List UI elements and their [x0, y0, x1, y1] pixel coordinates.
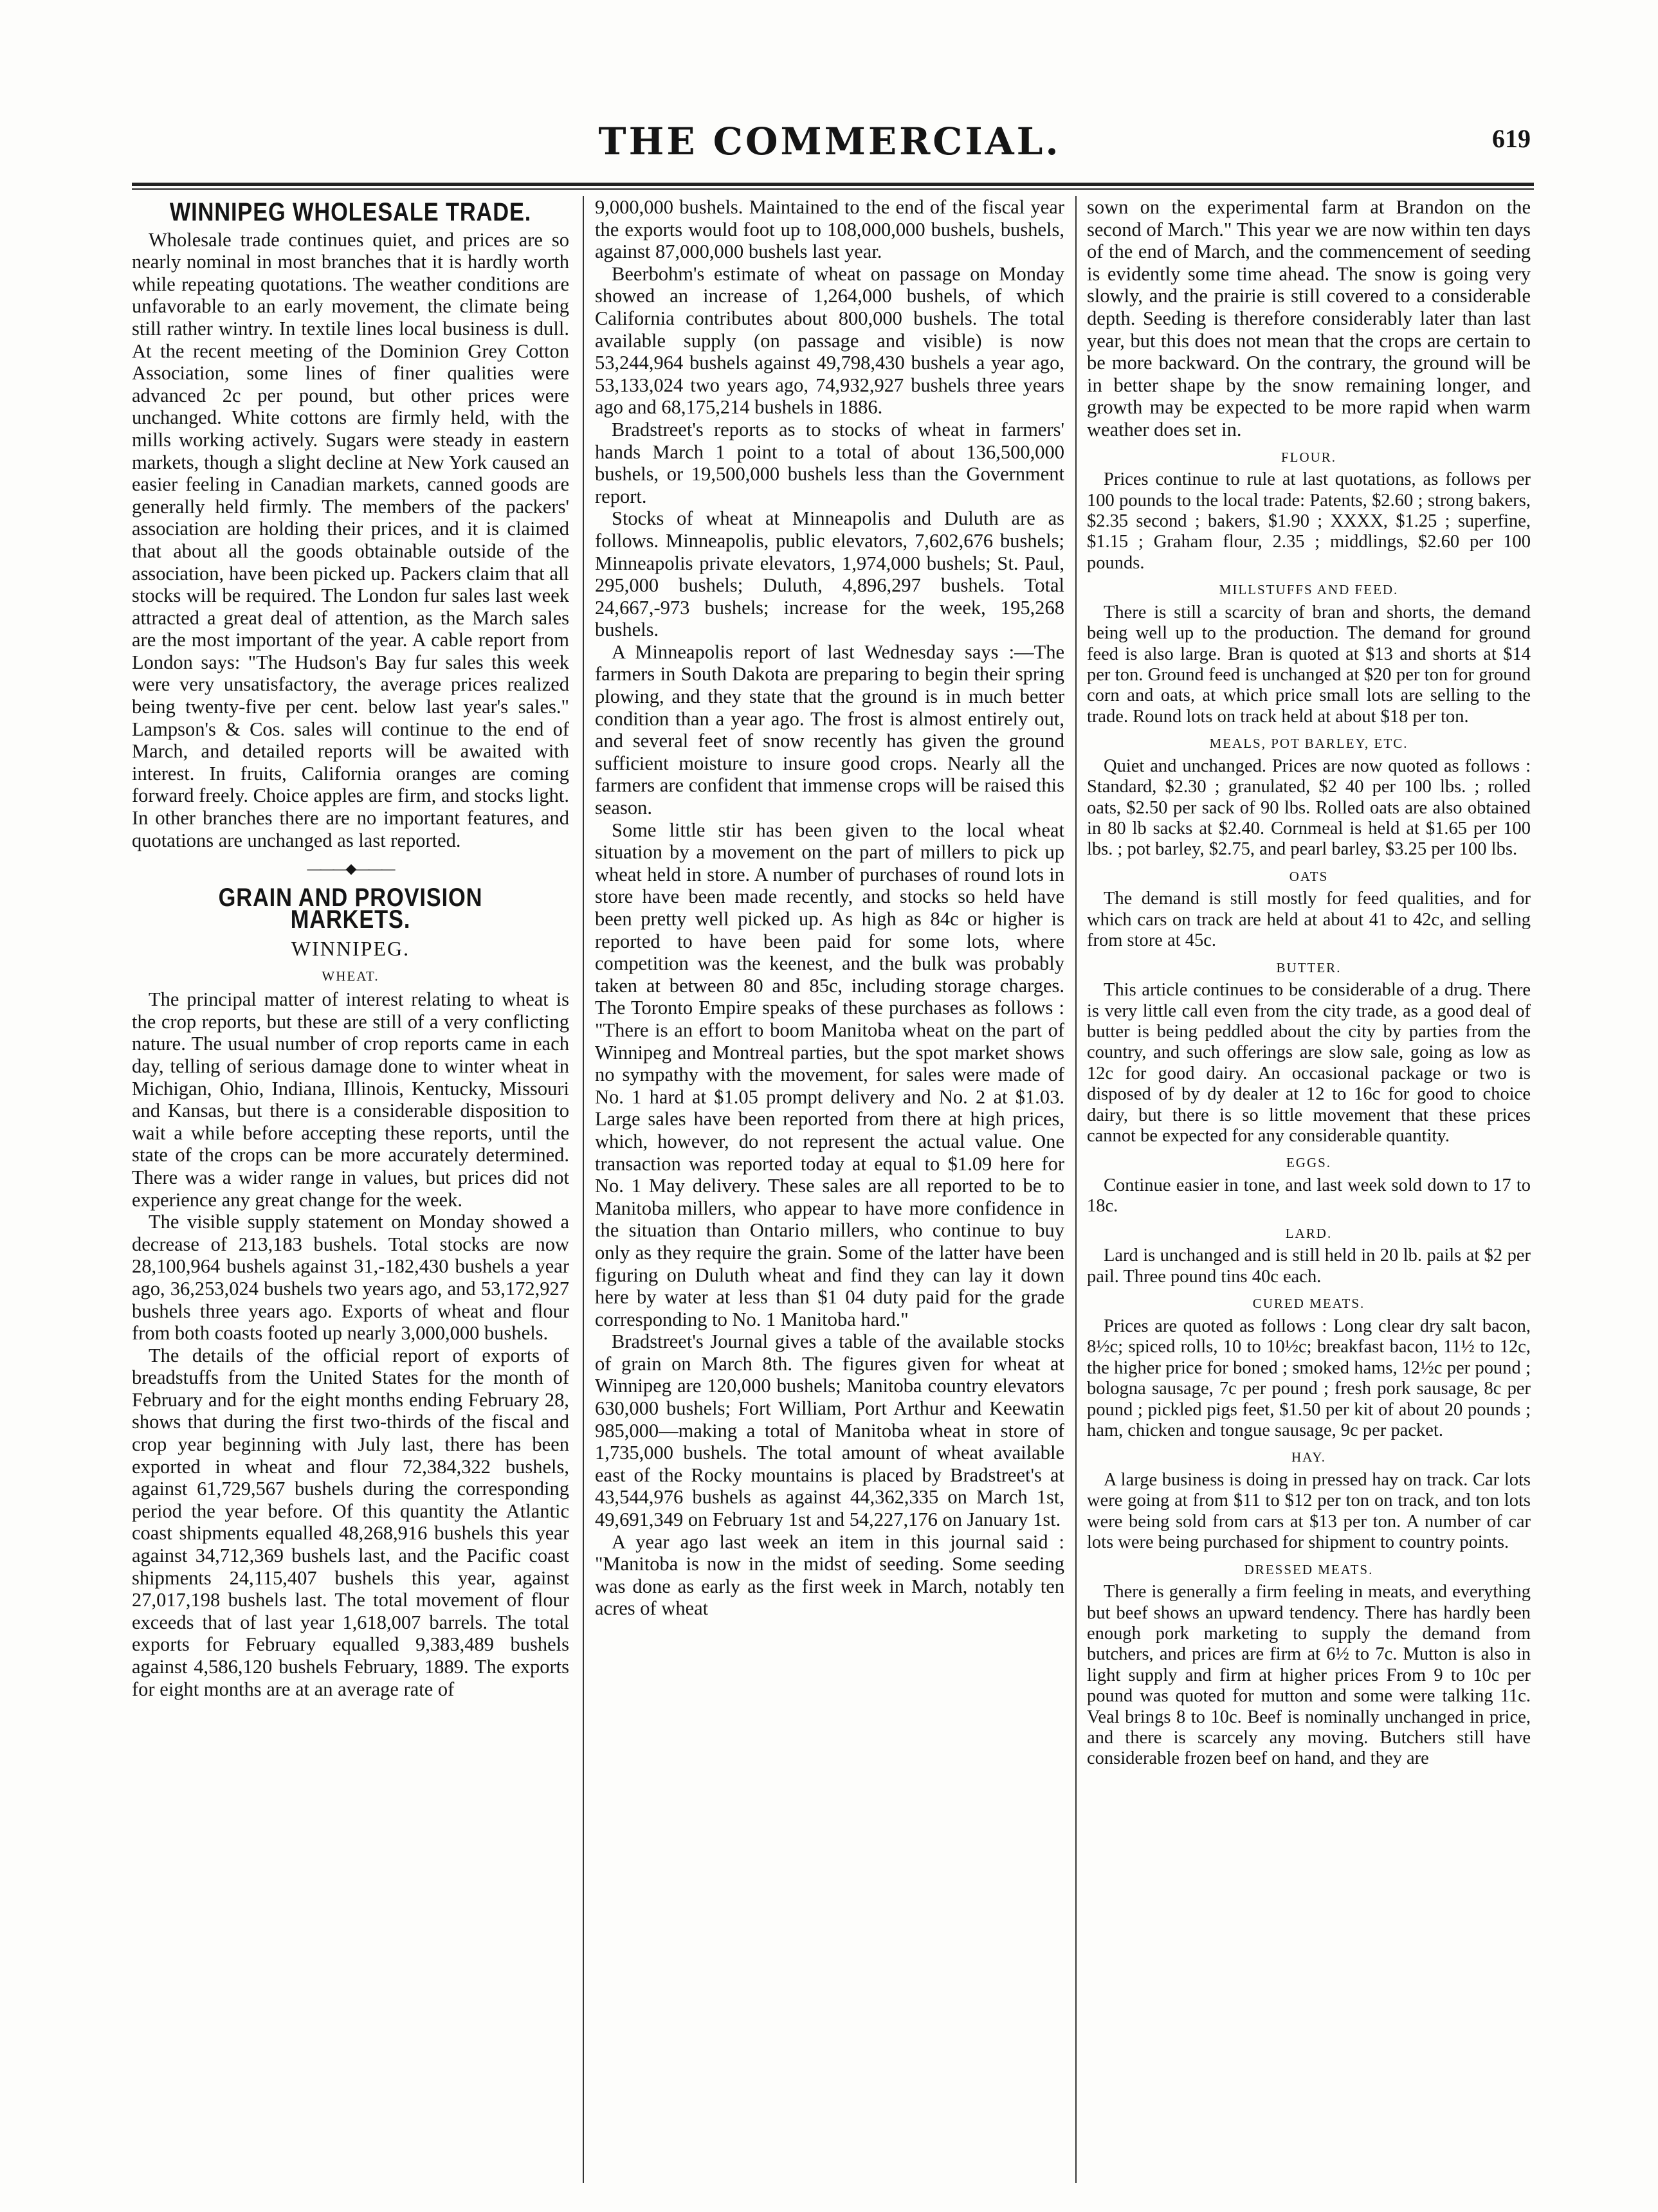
subhead-millstuffs: MILLSTUFFS AND FEED. — [1219, 582, 1399, 598]
article-paragraph: Bradstreet's reports as to stocks of wheat in farmers' hands March 1 point to a total of about 136,500,000 bushels, or 19,500,000 bushels less than the Government report. — [595, 418, 1064, 507]
column-3 — [1087, 196, 1531, 2180]
article-paragraph: The details of the official report of exports of breadstuffs from the United States for the month of February and for the eight months ending February 28, shows that during the first two-thirds of the fiscal and crop year beginning with July last, there has been exported in wheat and flour 72,384,322 bushels, against 61,729,567 bushels during the corresponding period the year before. Of this quantity the Atlantic coast shipments equalled 48,268,916 bushels this year against 34,712,369 bushels last, and the Pacific coast shipments 24,115,407 bushels this year, against 27,017,198 bushels last. The total movement of flour exceeds that of last year 1,618,007 barrels. The total exports for February equalled 9,383,489 bushels against 4,586,120 bushels February, 1889. The exports for eight months are at an average rate of — [132, 1344, 569, 1700]
subhead-flour: FLOUR. — [1280, 449, 1337, 465]
subhead-oats: OATS — [1289, 868, 1329, 884]
subhead-lard: LARD. — [1285, 1225, 1333, 1241]
subhead-dressed-meats: DRESSED MEATS. — [1244, 1561, 1374, 1577]
subhead-wheat: WHEAT. — [322, 968, 379, 984]
masthead — [129, 120, 1531, 171]
market-paragraph: Lard is unchanged and is still held in 20 lb. pails at $2 per pail. Three pound tins 40c each. — [1087, 1246, 1531, 1287]
article-paragraph: A Minneapolis report of last Wednesday says :—The farmers in South Dakota are preparing to begin their spring plowing, and they state that the ground is in much better condition than a year ago. The frost is almost entirely out, and several feet of snow recently has given the ground sufficient moisture to insure good crops. Nearly all the farmers are confident that immense crops will be raised this season. — [595, 640, 1064, 819]
page-number: 619 — [1492, 124, 1531, 153]
section-separator: ———◆——— — [307, 860, 394, 877]
article-paragraph: The visible supply statement on Monday showed a decrease of 213,183 bushels. Total stocks are now 28,100,964 bushels against 31,-182,430 bushels a year ago, 36,253,024 bushels two years ago, and 53,172,927 bushels three years ago. Exports of wheat and flour from both coasts footed up nearly 3,000,000 bushels. — [132, 1211, 569, 1345]
article-paragraph: Some little stir has been given to the local wheat situation by a movement on the part of millers to pick up wheat held in store. A number of purchases of round lots in store have been made recently, and stocks so held have been pretty well picked up. As high as 84c or higher is reported to have been paid for some lots, where competition was the keenest, and the bulk was probably taken at between 80 and 85c, including storage charges. The Toronto Empire speaks of these purchases as follows : "There is an effort to boom Manitoba wheat on the part of Winnipeg and Montreal parties, but the spot market shows no sympathy with the movement, for sales were made of No. 1 hard at $1.05 prompt delivery and No. 2 at $1.03. Large sales have been reported from there at high prices, which, however, do not represent the actual value. One transaction was reported today at equal to $1.09 here for No. 1 May delivery. These sales are all reported to be to Manitoba millers, who appear to have more confidence in the situation than Ontario millers, who continue to buy only as they require the grain. Some of the latter have been figuring on Duluth wheat and find they can lay it down here by water at less than $1 04 duty paid for the grade corresponding to No. 1 Manitoba hard." — [595, 819, 1064, 1330]
article-paragraph: Bradstreet's Journal gives a table of the available stocks of grain on March 8th. The figures given for wheat at Winnipeg are 120,000 bushels; Manitoba country elevators 630,000 bushels; Fort William, Port Arthur and Keewatin 985,000—making a total of Manitoba wheat in store of 1,735,000 bushels. The total amount of wheat available east of the Rocky mountains is placed by Bradstreet's at 43,544,976 bushels as against 44,362,335 on March 1st, 49,691,349 on February 1st and 54,227,176 on January 1st. — [595, 1330, 1064, 1531]
market-paragraph: The demand is still mostly for feed qualities, and for which cars on track are held at about 41 to 42c, and selling from store at 45c. — [1087, 889, 1531, 951]
market-paragraph: Continue easier in tone, and last week sold down to 17 to 18c. — [1087, 1175, 1531, 1217]
article-paragraph: Stocks of wheat at Minneapolis and Duluth are as follows. Minneapolis, public elevators, 7,602,676 bushels; Minneapolis private elevators, 1,974,000 bushels; St. Paul, 295,000 bushels; Duluth, 4,896,297 bushels. Total 24,667,-973 bushels; increase for the week, 195,268 bushels. — [595, 507, 1064, 641]
market-paragraph: Prices continue to rule at last quotations, as follows per 100 pounds to the local trade: Patents, $2.60 ; strong bakers, $2.35 second ; bakers, $1.90 ; XXXX, $1.25 ; superfine, $1.15 ; Graham flour, 2.35 ; middlings, $2.60 per 100 pounds. — [1087, 469, 1531, 573]
article-paragraph: A year ago last week an item in this journal said : "Manitoba is now in the midst of seeding. Some seeding was done as early as the first week in March, notably ten acres of wheat — [595, 1530, 1064, 1620]
market-paragraph: Quiet and unchanged. Prices are now quoted as follows : Standard, $2.30 ; granulated, $2 40 per 100 lbs. ; rolled oats, $2.50 per sack of 90 lbs. Rolled oats are also obtained in 80 lb sacks at $2.40. Cornmeal is held at $1.65 per 100 lbs. ; pot barley, $2.75, and pearl barley, $3.25 per 100 lbs. — [1087, 756, 1531, 860]
article-paragraph: The principal matter of interest relating to wheat is the crop reports, but these are still of a very conflicting nature. The usual number of crop reports came in each day, telling of serious damage done to winter wheat in Michigan, Ohio, Indiana, Illinois, Kentucky, Missouri and Kansas, but there is a considerable disposition to wait a while before accepting these reports, until the state of the crops can be more accurately determined. There was a wider range in values, but prices did not experience any great change for the week. — [132, 988, 569, 1211]
market-paragraph: Prices are quoted as follows : Long clear dry salt bacon, 8½c; spiced rolls, 10 to 10½c; breakfast bacon, 11½ to 12c, the higher price for boned ; smoked hams, 12½c per pound ; bologna sausage, 7c per pound ; fresh pork sausage, 8c per pound ; pickled pigs feet, $1.50 per kit of about 20 pounds ; ham, chicken and tongue sausage, 9c per packet. — [1087, 1316, 1531, 1440]
headline-wholesale-trade: WINNIPEG WHOLESALE TRADE. — [169, 198, 532, 226]
market-paragraph: This article continues to be considerable of a drug. There is very little call even from the city trade, as a good deal of butter is being peddled about the city by parties from the country, and such offerings are slow sale, going as low as 12c for good dairy. An occasional package or two is disposed of by dy dealer at 12 to 16c for good to choice dairy, but there is so little movement that these prices cannot be expected for any considerable quantity. — [1087, 980, 1531, 1147]
market-paragraph: There is still a scarcity of bran and shorts, the demand being well up to the production. The demand for ground feed is also large. Bran is quoted at $13 and shorts at $14 per ton. Ground feed is unchanged at $20 per ton for ground corn and oats, at which price small lots are selling to the trade. Round lots on track held at about $18 per ton. — [1087, 602, 1531, 727]
subhead-cured-meats: CURED MEATS. — [1252, 1296, 1365, 1312]
column-2 — [595, 196, 1064, 2180]
article-paragraph: 9,000,000 bushels. Maintained to the end of the fiscal year the exports would foot up to 108,000,000 bushels, bushels, against 87,000,000 bushels last year. — [595, 196, 1064, 263]
newspaper-title: THE COMMERCIAL. — [598, 120, 1061, 163]
subhead-eggs: EGGS. — [1286, 1155, 1332, 1171]
subhead-winnipeg: WINNIPEG. — [291, 937, 410, 960]
subhead-meals: MEALS, POT BARLEY, ETC. — [1209, 736, 1408, 752]
market-paragraph: There is generally a firm feeling in meats, and everything but beef shows an upward tendency. There has hardly been enough pork marketing to supply the demand from butchers, and prices are firm at 6½ to 7c. Mutton is also in light supply and firm at higher prices From 9 to 10c per pound was quoted for mutton and some were talking 11c. Veal brings 8 to 10c. Beef is nominally unchanged in price, and there is scarcely any moving. Butchers still have considerable frozen beef on hand, and they are — [1087, 1582, 1531, 1769]
article-paragraph: sown on the experimental farm at Brandon on the second of March." This year we are now within ten days of the end of March, and the commencement of seeding is evidently some time ahead. The snow is going very slowly, and the prairie is still covered to a considerable depth. Seeding is therefore considerably later than last year, but this does not mean that the crops are certain to be more backward. On the contrary, the ground will be in better shape by the snow remaining longer, and growth may be expected to be more rapid when warm weather does set in. — [1087, 196, 1531, 440]
column-divider — [583, 196, 584, 2183]
article-paragraph: Wholesale trade continues quiet, and prices are so nearly nominal in most branches that it is hardly worth while repeating quotations. The weather conditions are unfavorable to an early movement, the climate being still rather wintry. In textile lines local business is dull. At the recent meeting of the Dominion Grey Cotton Association, some lines of finer qualities were advanced 2c per pound, but other prices were unchanged. White cottons are firmly held, with the mills working actively. Sugars were steady in eastern markets, though a slight decline at New York caused an easier feeling in Canadian markets, canned goods are generally held firmly. The members of the packers' association are holding their prices, and it is claimed that about all the goods obtainable outside of the association, have been picked up. Packers claim that all stocks will be required. The London fur sales last week attracted a great deal of attention, as the March sales are the most important of the year. A cable report from London says: "The Hudson's Bay fur sales this week were very unsatisfactory, the average prices realized being twenty-five per cent. below last year's sales." Lampson's & Cos. sales will continue to the end of March, and detailed reports will be awaited with interest. In fruits, California oranges are coming forward freely. Choice apples are firm, and stocks light. In other branches there are no important features, and quotations are unchanged as last reported. — [132, 228, 569, 851]
subhead-hay: HAY. — [1291, 1449, 1327, 1465]
market-paragraph: A large business is doing in pressed hay on track. Car lots were going at from $11 to $12 per ton on track, and ton lots were being sold from cars at $13 per ton. A number of car lots were being purchased for shipment to country points. — [1087, 1469, 1531, 1553]
headline-grain-markets: GRAIN AND PROVISION MARKETS. — [218, 883, 483, 934]
subhead-butter: BUTTER. — [1276, 959, 1342, 975]
masthead-rule — [132, 183, 1534, 190]
article-paragraph: Beerbohm's estimate of wheat on passage on Monday showed an increase of 1,264,000 bushels, of which California contributes about 800,000 bushels. The total available supply (on passage and visible) is now 53,244,964 bushels against 49,798,430 bushels a year ago, 53,133,024 two years ago, 74,932,927 bushels three years ago and 68,175,214 bushels in 1886. — [595, 262, 1064, 419]
column-divider — [1075, 196, 1077, 2183]
column-1 — [132, 196, 569, 2180]
